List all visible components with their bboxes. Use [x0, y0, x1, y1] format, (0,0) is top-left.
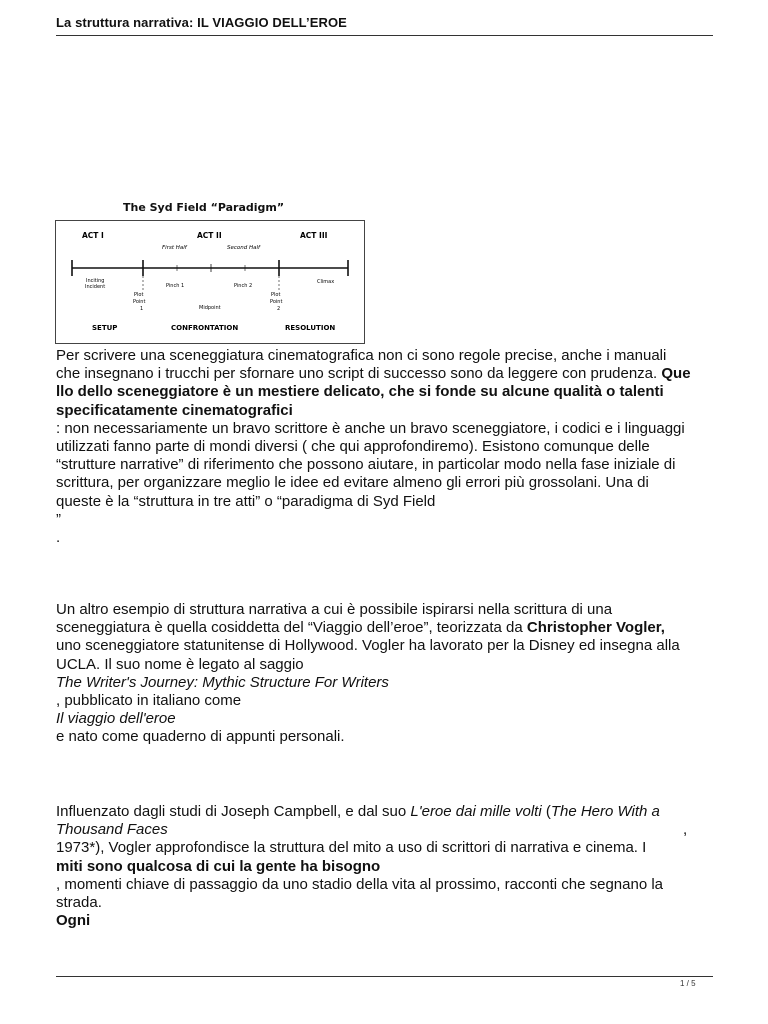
paragraph-1 — [56, 347, 716, 547]
paragraph-3 — [56, 803, 716, 930]
text-line: , momenti chiave di passaggio da uno stadio della vita al prossimo, racconti che segnano la — [56, 875, 664, 893]
text-line: , pubblicato in italiano come — [56, 692, 242, 710]
text-line: Il viaggio dell'eroe — [56, 710, 176, 728]
section-label-resolution: RESOLUTION — [285, 324, 336, 332]
midpoint-label: Midpoint — [199, 305, 221, 311]
section-label-confrontation: CONFRONTATION — [171, 324, 239, 332]
text-line: strada. — [56, 894, 102, 912]
plot-point-1-label-num: 1 — [140, 306, 144, 312]
text-line: 1973*), Vogler approfondisce la struttura del mito a uso di scrittori di narrativa e cinema. I — [56, 839, 647, 857]
climax-label: Climax — [317, 279, 335, 285]
text-line: e nato come quaderno di appunti personali. — [56, 728, 345, 746]
text-line: sceneggiatura è quella cosiddetta del “Viaggio dell’eroe”, teorizzata da Christopher Vogler, — [56, 619, 665, 637]
page-title: La struttura narrativa: IL VIAGGIO DELL’EROE — [56, 15, 347, 30]
text-line: utilizzati fanno parte di mondi diversi ( che qui approfondiremo). Esistono comunque delle — [56, 438, 650, 456]
act-label-1: ACT I — [82, 231, 104, 240]
pinch-1-label: Pinch 1 — [166, 283, 185, 289]
plot-point-2-label-a: Plot — [271, 292, 281, 298]
text-line: : non necessariamente un bravo scrittore è anche un bravo sceneggiatore, i codici e i linguaggi — [56, 419, 685, 437]
inciting-label: Inciting — [86, 278, 105, 284]
text-line: “strutture narrative” di riferimento che possono aiutare, in particolar modo nella fase iniziale di — [56, 456, 676, 474]
text-line: scrittura, per organizzare meglio le idee ed evitare almeno gli errori più grossolani. Una di — [56, 474, 649, 492]
footer-divider — [56, 976, 713, 977]
text-line: UCLA. Il suo nome è legato al saggio — [56, 655, 304, 673]
header-divider — [56, 35, 713, 36]
text-line: queste è la “struttura in tre atti” o “paradigma di Syd Field — [56, 492, 436, 510]
page-number: 1 / 5 — [680, 979, 696, 988]
text-line: miti sono qualcosa di cui la gente ha bisogno — [56, 857, 381, 875]
figure-title: The Syd Field “Paradigm” — [123, 201, 285, 214]
plot-point-1-label-b: Point — [133, 299, 146, 305]
act-label-3: ACT III — [300, 231, 328, 240]
text-line: Per scrivere una sceneggiatura cinematografica non ci sono regole precise, anche i manuali — [56, 347, 667, 364]
section-label-setup: SETUP — [92, 324, 118, 332]
paragraph-2 — [56, 601, 716, 747]
plot-point-2-label-num: 2 — [277, 306, 281, 312]
act-label-2: ACT II — [197, 231, 222, 240]
text-line: Un altro esempio di struttura narrativa a cui è possibile ispirarsi nella scrittura di una — [56, 601, 613, 618]
text-line: Ogni — [56, 912, 91, 930]
text-line: . — [56, 529, 61, 547]
syd-field-paradigm-diagram — [55, 220, 365, 344]
text-line: che insegnano i trucchi per sfornare uno script di successo sono da leggere con prudenza. Que — [56, 365, 691, 383]
half-label-1: First Half — [162, 245, 187, 251]
plot-point-1-label-a: Plot — [134, 292, 144, 298]
text-line: Influenzato dagli studi di Joseph Campbell, e dal suo L'eroe dai mille volti (The Hero With a — [56, 803, 660, 820]
incident-label-2: Incident — [85, 284, 106, 290]
plot-point-2-label-b: Point — [270, 299, 283, 305]
text-line: The Writer's Journey: Mythic Structure For Writers — [56, 673, 389, 691]
text-line: Thousand Faces , — [56, 821, 688, 839]
text-line: uno sceneggiatore statunitense di Hollywood. Vogler ha lavorato per la Disney ed insegna alla — [56, 637, 680, 655]
text-line: ” — [56, 510, 61, 528]
half-label-2: Second Half — [227, 245, 260, 251]
text-line: specificatamente cinematografici — [56, 401, 293, 419]
text-line: llo dello sceneggiatore è un mestiere delicato, che si fonde su alcune qualità o talenti — [56, 383, 664, 401]
pinch-2-label: Pinch 2 — [234, 283, 253, 289]
